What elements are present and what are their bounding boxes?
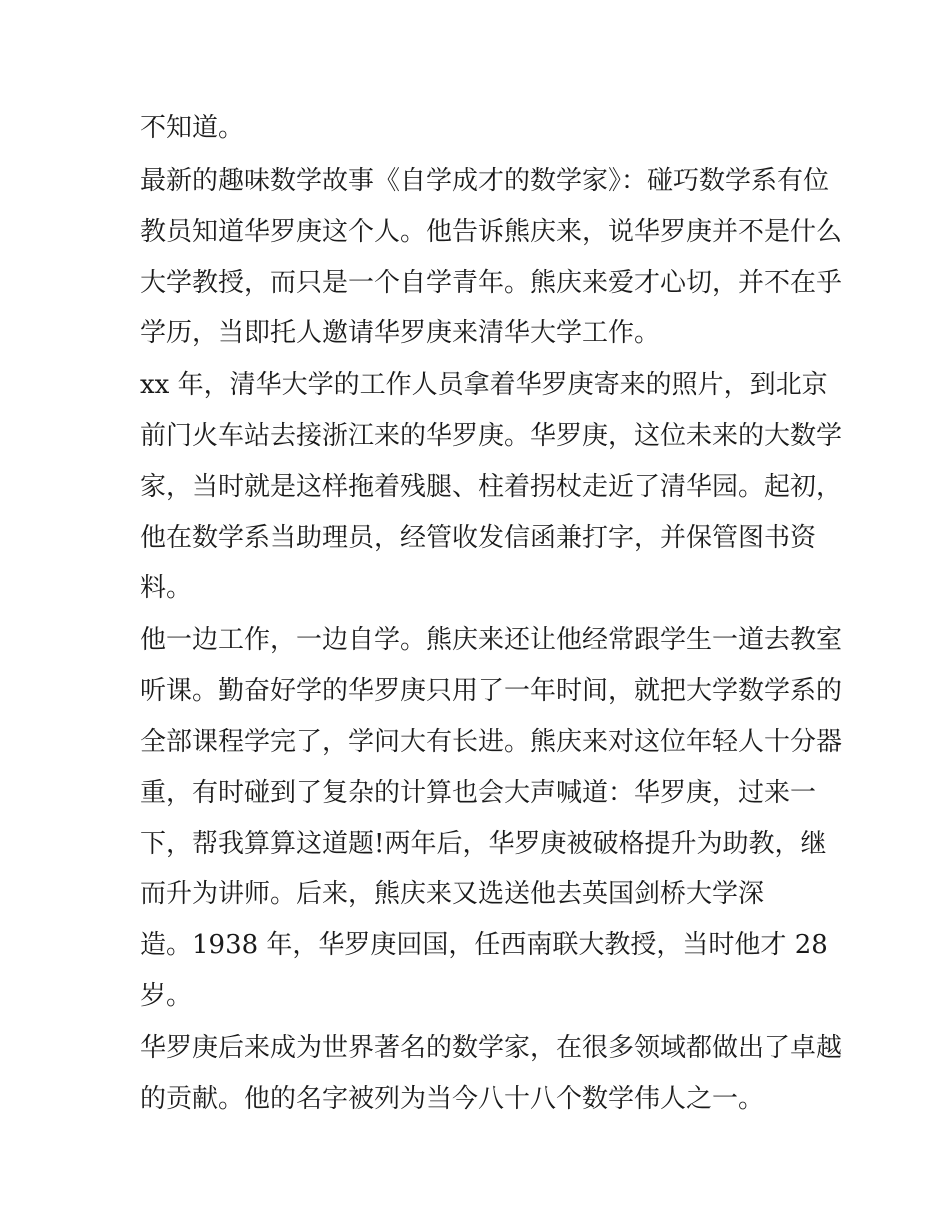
text-line: 前门火车站去接浙江来的华罗庚。华罗庚，这位未来的大数学	[140, 421, 843, 451]
text-line: 教员知道华罗庚这个人。他告诉熊庆来，说华罗庚并不是什么	[140, 217, 843, 247]
text-line: 华罗庚后来成为世界著名的数学家，在很多领域都做出了卓越	[140, 1033, 843, 1063]
text-line: xx 年，清华大学的工作人员拿着华罗庚寄来的照片，到北京	[140, 370, 828, 400]
text-line: 料。	[140, 573, 193, 603]
text-line: 他在数学系当助理员，经管收发信函兼打字，并保管图书资	[140, 523, 817, 553]
text-line: 全部课程学完了，学问大有长进。熊庆来对这位年轻人十分器	[140, 727, 843, 757]
text-line: 造。1938 年，华罗庚回国，任西南联大教授，当时他才 28	[140, 930, 828, 960]
text-line: 他一边工作，一边自学。熊庆来还让他经常跟学生一道去教室	[140, 625, 843, 655]
text-line: 大学教授，而只是一个自学青年。熊庆来爱才心切，并不在乎	[140, 268, 843, 298]
text-line: 学历，当即托人邀请华罗庚来清华大学工作。	[140, 318, 661, 348]
text-line: 的贡献。他的名字被列为当今八十八个数学伟人之一。	[140, 1084, 765, 1114]
text-line: 家，当时就是这样拖着残腿、柱着拐杖走近了清华园。起初，	[140, 472, 843, 502]
text-line: 重，有时碰到了复杂的计算也会大声喊道：华罗庚，过来一	[140, 778, 817, 808]
text-line: 岁。	[140, 981, 193, 1011]
text-line: 不知道。	[140, 113, 245, 143]
text-line: 最新的趣味数学故事《自学成才的数学家》：碰巧数学系有位	[140, 166, 830, 196]
text-line: 而升为讲师。后来，熊庆来又选送他去英国剑桥大学深	[140, 879, 765, 909]
text-line: 听课。勤奋好学的华罗庚只用了一年时间，就把大学数学系的	[140, 676, 843, 706]
text-line: 下，帮我算算这道题!两年后，华罗庚被破格提升为助教，继	[140, 829, 827, 859]
